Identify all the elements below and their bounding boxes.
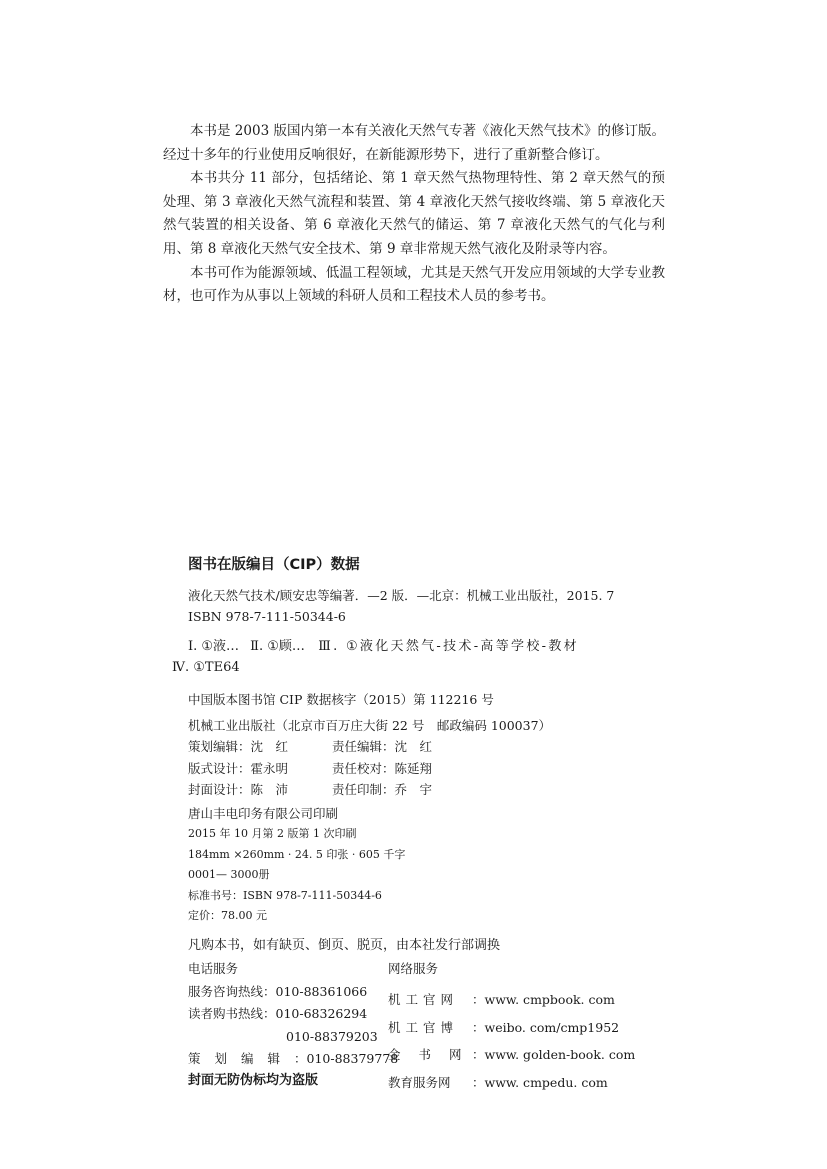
intro-paragraph-3: 本书可作为能源领域、低温工程领域，尤其是天然气开发应用领域的大学专业教材，也可作为从事以上领域的科研人员和工程技术人员的参考书。 xyxy=(163,264,665,305)
web-url[interactable]: ：www. golden-book. com xyxy=(472,1047,636,1062)
print-run: 0001— 3000册 xyxy=(188,868,270,882)
cip-class-4: Ⅳ. ①TE64 xyxy=(172,660,240,675)
cip-classification xyxy=(188,636,640,657)
web-url[interactable]: ：www. cmpbook. com xyxy=(472,992,615,1007)
web-heading: 网络服务 xyxy=(388,961,439,976)
staff-row xyxy=(188,758,432,780)
intro-paragraph-2: 本书共分 11 部分，包括绪论、第 1 章天然气热物理特性、第 2 章天然气的预处理、第 3 章液化天然气流程和装置、第 4 章液化天然气接收终端、第 5 章液化天然气装置的相关设备、第 6 章液化天然气的储运、第 7 章液化天然气的气化与利用、第 8 章液化天然气安全技术、第 9 章非常规天然气液化及附录等内容。 xyxy=(163,170,665,257)
phone-heading: 电话服务 xyxy=(188,961,239,976)
staff-left: 版式设计：霍永明 xyxy=(188,760,289,776)
defect-notice: 凡购本书，如有缺页、倒页、脱页，由本社发行部调换 xyxy=(188,938,501,953)
cip-class-3: Ⅲ. ①液化天然气-技术-高等学校-教材 xyxy=(318,639,579,654)
staff-right: 责任印制：乔 宇 xyxy=(332,782,433,798)
web-item xyxy=(388,1069,635,1097)
reader-hotline-2: 010-88379203 xyxy=(286,1028,378,1044)
web-url[interactable]: ：www. cmpedu. com xyxy=(472,1074,608,1090)
printer: 唐山丰电印务有限公司印刷 xyxy=(188,806,339,821)
cip-record xyxy=(188,585,638,627)
web-label: 金书网 xyxy=(388,1047,480,1062)
cip-number: 中国版本图书馆 CIP 数据核字（2015）第 112216 号 xyxy=(188,692,494,707)
staff-row xyxy=(188,736,432,758)
staff-left: 封面设计：陈 沛 xyxy=(188,782,289,798)
edition-info: 2015 年 10 月第 2 版第 1 次印刷 xyxy=(188,827,357,840)
planning-editor-number: ：010-88379778 xyxy=(294,1051,399,1066)
cip-isbn: ISBN 978-7-111-50344-6 xyxy=(188,609,346,624)
spec-info: 184mm ×260mm · 24. 5 印张 · 605 千字 xyxy=(188,847,406,861)
intro-text xyxy=(163,120,665,309)
cip-class-1: Ⅰ. ①液… xyxy=(188,639,240,654)
cip-class-2: Ⅱ. ①顾… xyxy=(250,639,305,654)
web-item xyxy=(388,986,635,1014)
web-item xyxy=(388,1041,635,1069)
web-service xyxy=(388,958,635,1096)
anti-piracy-warning: 封面无防伪标均为盗版 xyxy=(188,1073,319,1088)
web-label: 教育服务网 xyxy=(388,1074,451,1090)
staff-row xyxy=(188,779,432,801)
cip-bibliographic-line: 液化天然气技术/顾安忠等编著．—2 版．—北京：机械工业出版社，2015. 7 xyxy=(188,588,615,603)
phone-service xyxy=(188,958,398,1071)
staff-credits xyxy=(188,736,432,801)
cip-title: 图书在版编目（CIP）数据 xyxy=(188,557,360,573)
staff-left: 策划编辑：沈 红 xyxy=(188,739,289,754)
web-label: 机工官博 xyxy=(388,1019,459,1035)
intro-paragraph-1: 本书是 2003 版国内第一本有关液化天然气专著《液化天然气技术》的修订版。经过十多年的行业使用反响很好，在新能源形势下，进行了重新整合修订。 xyxy=(163,123,665,163)
planning-editor-label: 策划编辑 xyxy=(188,1051,295,1066)
standard-number: 标准书号：ISBN 978-7-111-50344-6 xyxy=(188,888,382,902)
web-item xyxy=(388,1014,635,1042)
staff-right: 责任编辑：沈 红 xyxy=(332,739,433,754)
publisher-address: 机械工业出版社（北京市百万庄大街 22 号 邮政编码 100037） xyxy=(188,718,552,733)
consult-hotline: 服务咨询热线：010-88361066 xyxy=(188,983,368,999)
planning-editor-line xyxy=(188,1048,398,1071)
reader-hotline: 读者购书热线：010-68326294 xyxy=(188,1006,368,1021)
staff-right: 责任校对：陈延翔 xyxy=(332,760,433,776)
print-details xyxy=(188,824,405,927)
web-url[interactable]: ：weibo. com/cmp1952 xyxy=(472,1019,620,1035)
web-label: 机工官网 xyxy=(388,992,459,1007)
price: 定价：78.00 元 xyxy=(188,909,267,923)
